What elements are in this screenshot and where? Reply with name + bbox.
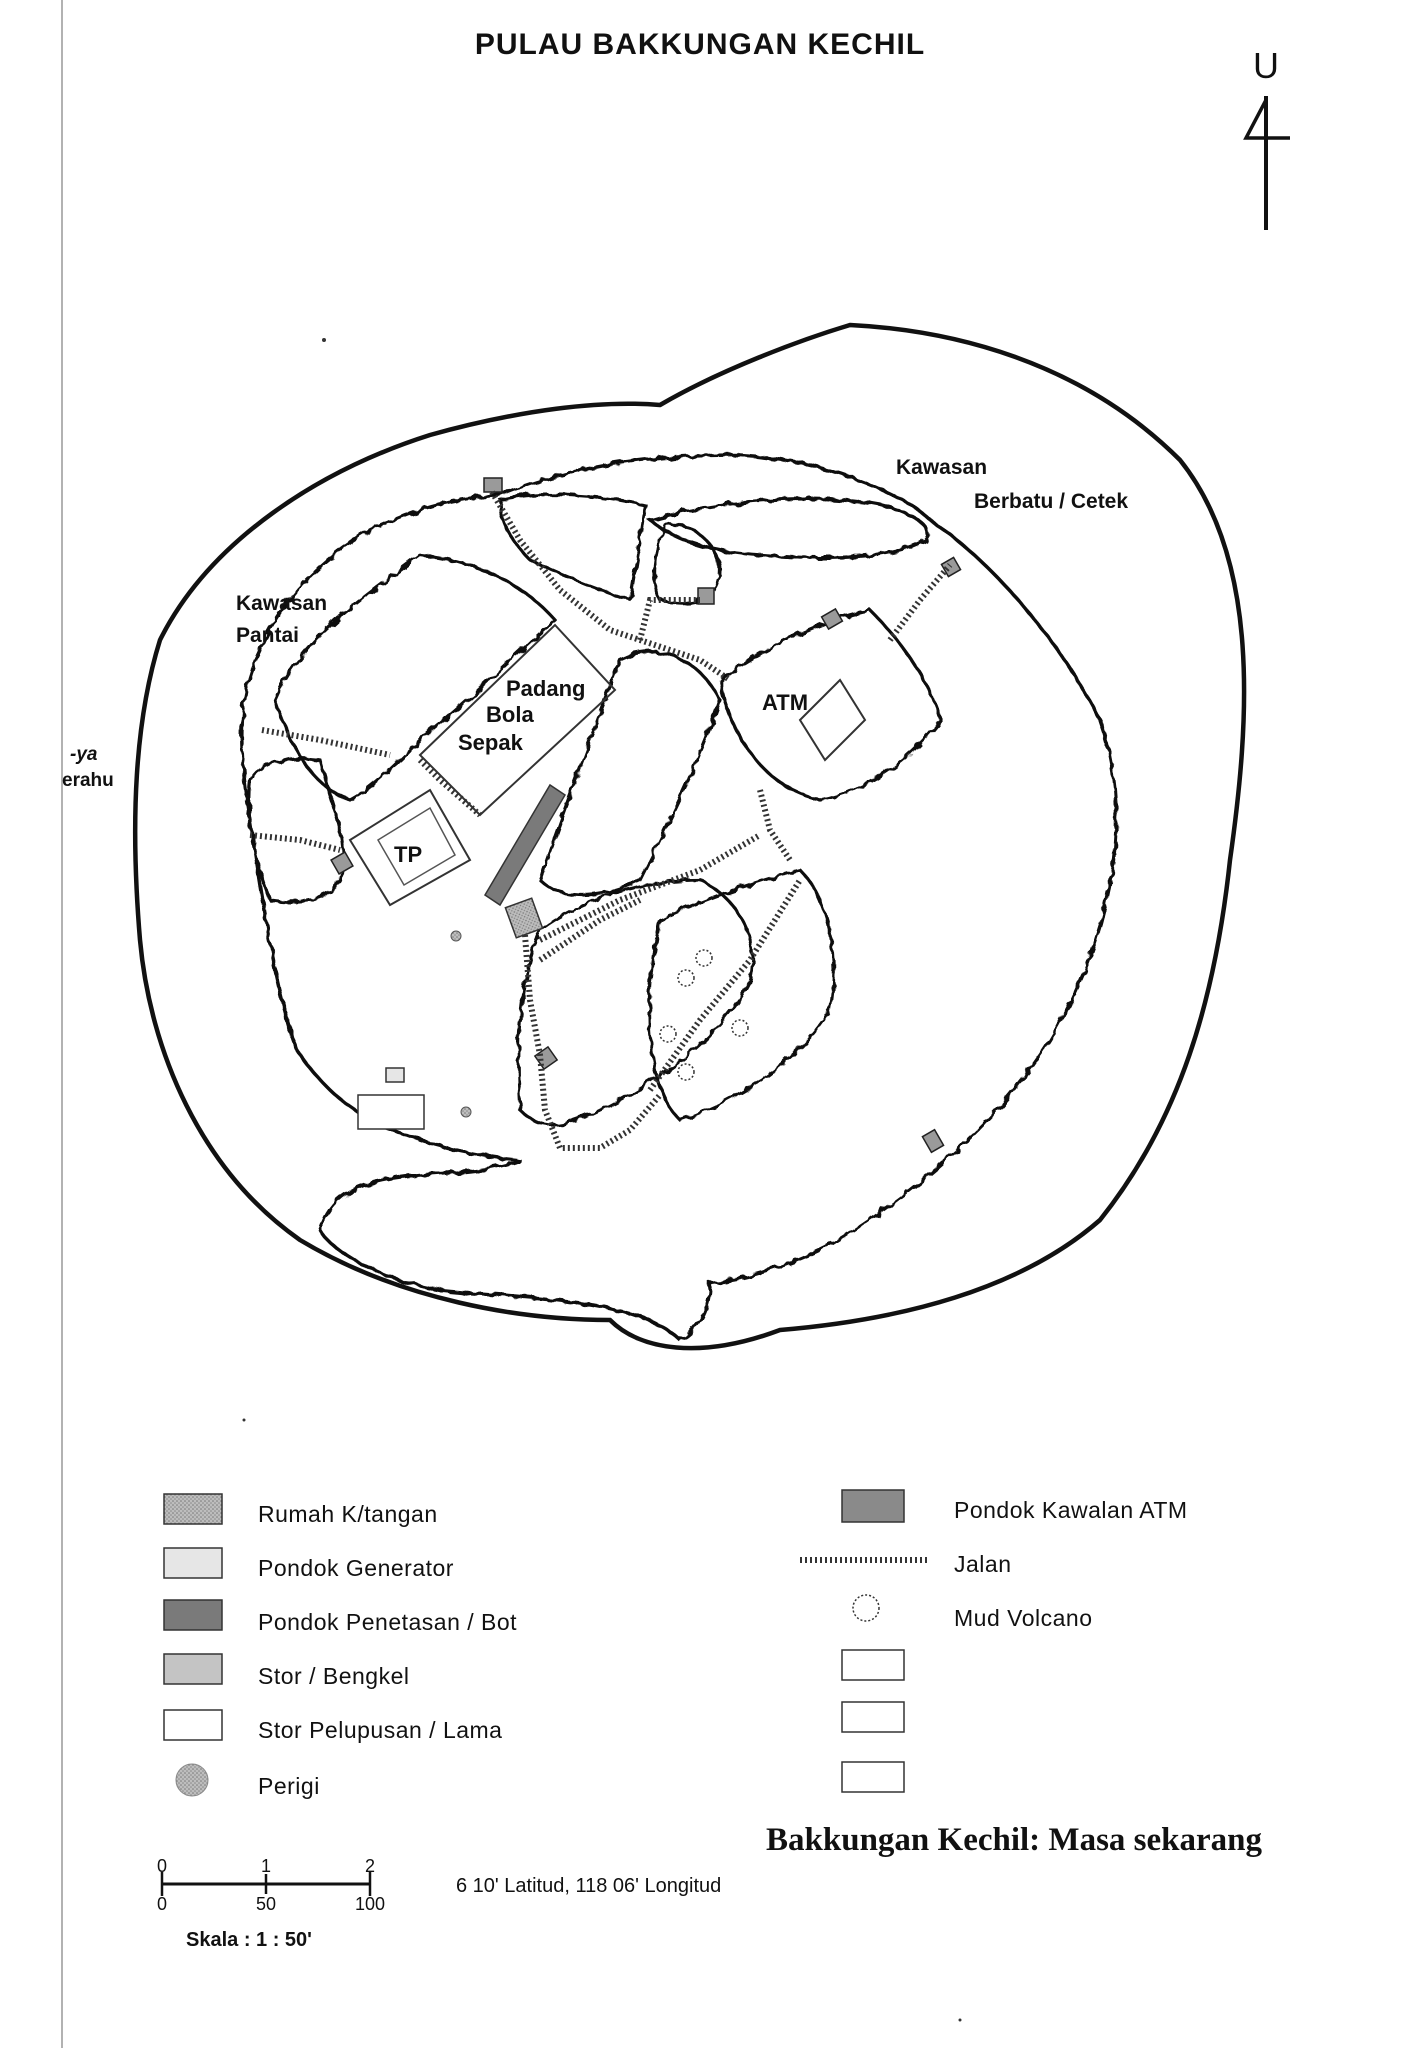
- scale-bar: [157, 1856, 385, 1951]
- legend-swatch-stor-pelupusan: [164, 1710, 222, 1740]
- legend-label-stor-bengkel: Stor / Bengkel: [258, 1663, 410, 1689]
- mud-volcanoes: [660, 950, 748, 1080]
- label-kawasan-pantai-1: Kawasan: [236, 592, 328, 615]
- scale-bottom-tick-2: 100: [354, 1894, 386, 1914]
- scale-top-tick-2: 2: [364, 1856, 376, 1876]
- rumah-north: [484, 478, 502, 492]
- scale-bottom-tick-0: 0: [156, 1894, 168, 1914]
- mud-volcano-2: [696, 950, 712, 966]
- scale-label: Skala : 1 : 50': [186, 1929, 312, 1951]
- road-west-lower: [250, 835, 340, 850]
- legend-swatch-rumah: [164, 1494, 222, 1524]
- legend-label-generator: Pondok Generator: [258, 1555, 454, 1581]
- label-kawasan-berbatu-1: Kawasan: [896, 456, 988, 479]
- mud-volcano-5: [678, 1064, 694, 1080]
- road-volcano-track: [650, 880, 800, 1090]
- land-block-atm: [720, 610, 940, 800]
- speck: [322, 338, 326, 342]
- stor-pelupusan-building: [358, 1095, 424, 1129]
- road-central-ne: [540, 835, 760, 940]
- rumah-atm-corner: [822, 609, 843, 629]
- land-block-north: [500, 495, 645, 600]
- mud-volcano-3: [660, 1026, 676, 1042]
- legend-empty-swatch-3: [842, 1762, 904, 1792]
- legend-label-rumah: Rumah K/tangan: [258, 1501, 438, 1527]
- road-west-upper: [262, 730, 390, 755]
- perigi-well-1: [451, 931, 461, 941]
- label-kawasan-pantai-2: Pantai: [236, 624, 300, 647]
- legend-label-stor-pelupusan: Stor Pelupusan / Lama: [258, 1717, 503, 1743]
- label-atm: ATM: [762, 690, 809, 715]
- rumah-west: [331, 852, 353, 874]
- legend-swatch-pondok-kawalan: [842, 1490, 904, 1522]
- legend-left: [164, 1494, 517, 1799]
- rumah-buildings: [331, 478, 960, 1152]
- land-block-southwest: [249, 758, 343, 902]
- mud-volcano-4: [732, 1020, 748, 1036]
- road-atm-ne: [890, 565, 950, 640]
- pondok-generator-building: [386, 1068, 404, 1082]
- speck: [959, 2019, 962, 2022]
- legend-label-perigi: Perigi: [258, 1773, 320, 1799]
- legend-swatch-perigi: [176, 1764, 208, 1796]
- north-arrow: [1246, 45, 1290, 230]
- legend-label-pondok-kawalan: Pondok Kawalan ATM: [954, 1497, 1188, 1523]
- road-central-link: [540, 900, 640, 960]
- legend-empty-swatch-2: [842, 1702, 904, 1732]
- legend-swatch-mud-volcano: [853, 1595, 879, 1621]
- map-coordinates: 6 10' Latitud, 118 06' Longitud: [456, 1875, 722, 1897]
- pondok-kawalan-se: [922, 1130, 943, 1153]
- label-padang-2: Bola: [486, 702, 534, 727]
- legend-right: [800, 1490, 1188, 1792]
- speck: [243, 1419, 246, 1422]
- label-edge-2: erahu: [62, 770, 114, 791]
- road-atm-south: [760, 790, 790, 860]
- legend-label-mud-volcano: Mud Volcano: [954, 1605, 1093, 1631]
- label-kawasan-berbatu-2: Berbatu / Cetek: [974, 490, 1129, 513]
- label-padang-3: Sepak: [458, 730, 523, 755]
- label-tp: TP: [394, 842, 423, 867]
- legend-swatch-generator: [164, 1548, 222, 1578]
- map-title: PULAU BAKKUNGAN KECHIL: [474, 28, 926, 61]
- legend-empty-swatch-1: [842, 1650, 904, 1680]
- stor-bengkel-building: [505, 898, 542, 938]
- perigi-well-2: [461, 1107, 471, 1117]
- scale-top-tick-0: 0: [156, 1856, 168, 1876]
- island-ring-outline: [242, 455, 1116, 1340]
- outer-reef-boundary: [135, 325, 1244, 1348]
- legend-swatch-penetasan: [164, 1600, 222, 1630]
- scale-top-tick-1: 1: [260, 1856, 272, 1876]
- map-labels: [62, 456, 1128, 867]
- road-north-branch: [640, 600, 700, 640]
- rumah-northeast: [698, 588, 714, 604]
- north-letter: U: [1253, 45, 1279, 86]
- legend-label-penetasan: Pondok Penetasan / Bot: [258, 1609, 518, 1635]
- map-subtitle: Bakkungan Kechil: Masa sekarang: [766, 1822, 1262, 1858]
- road-south-spine: [525, 935, 660, 1148]
- legend-label-jalan: Jalan: [954, 1551, 1012, 1577]
- label-edge-1: -ya: [70, 744, 98, 765]
- label-padang-1: Padang: [506, 676, 586, 701]
- legend-swatch-stor-bengkel: [164, 1654, 222, 1684]
- land-blocks: [249, 495, 940, 1125]
- mud-volcano-1: [678, 970, 694, 986]
- scale-bottom-tick-1: 50: [255, 1894, 277, 1914]
- atm-building-outline: [800, 680, 865, 760]
